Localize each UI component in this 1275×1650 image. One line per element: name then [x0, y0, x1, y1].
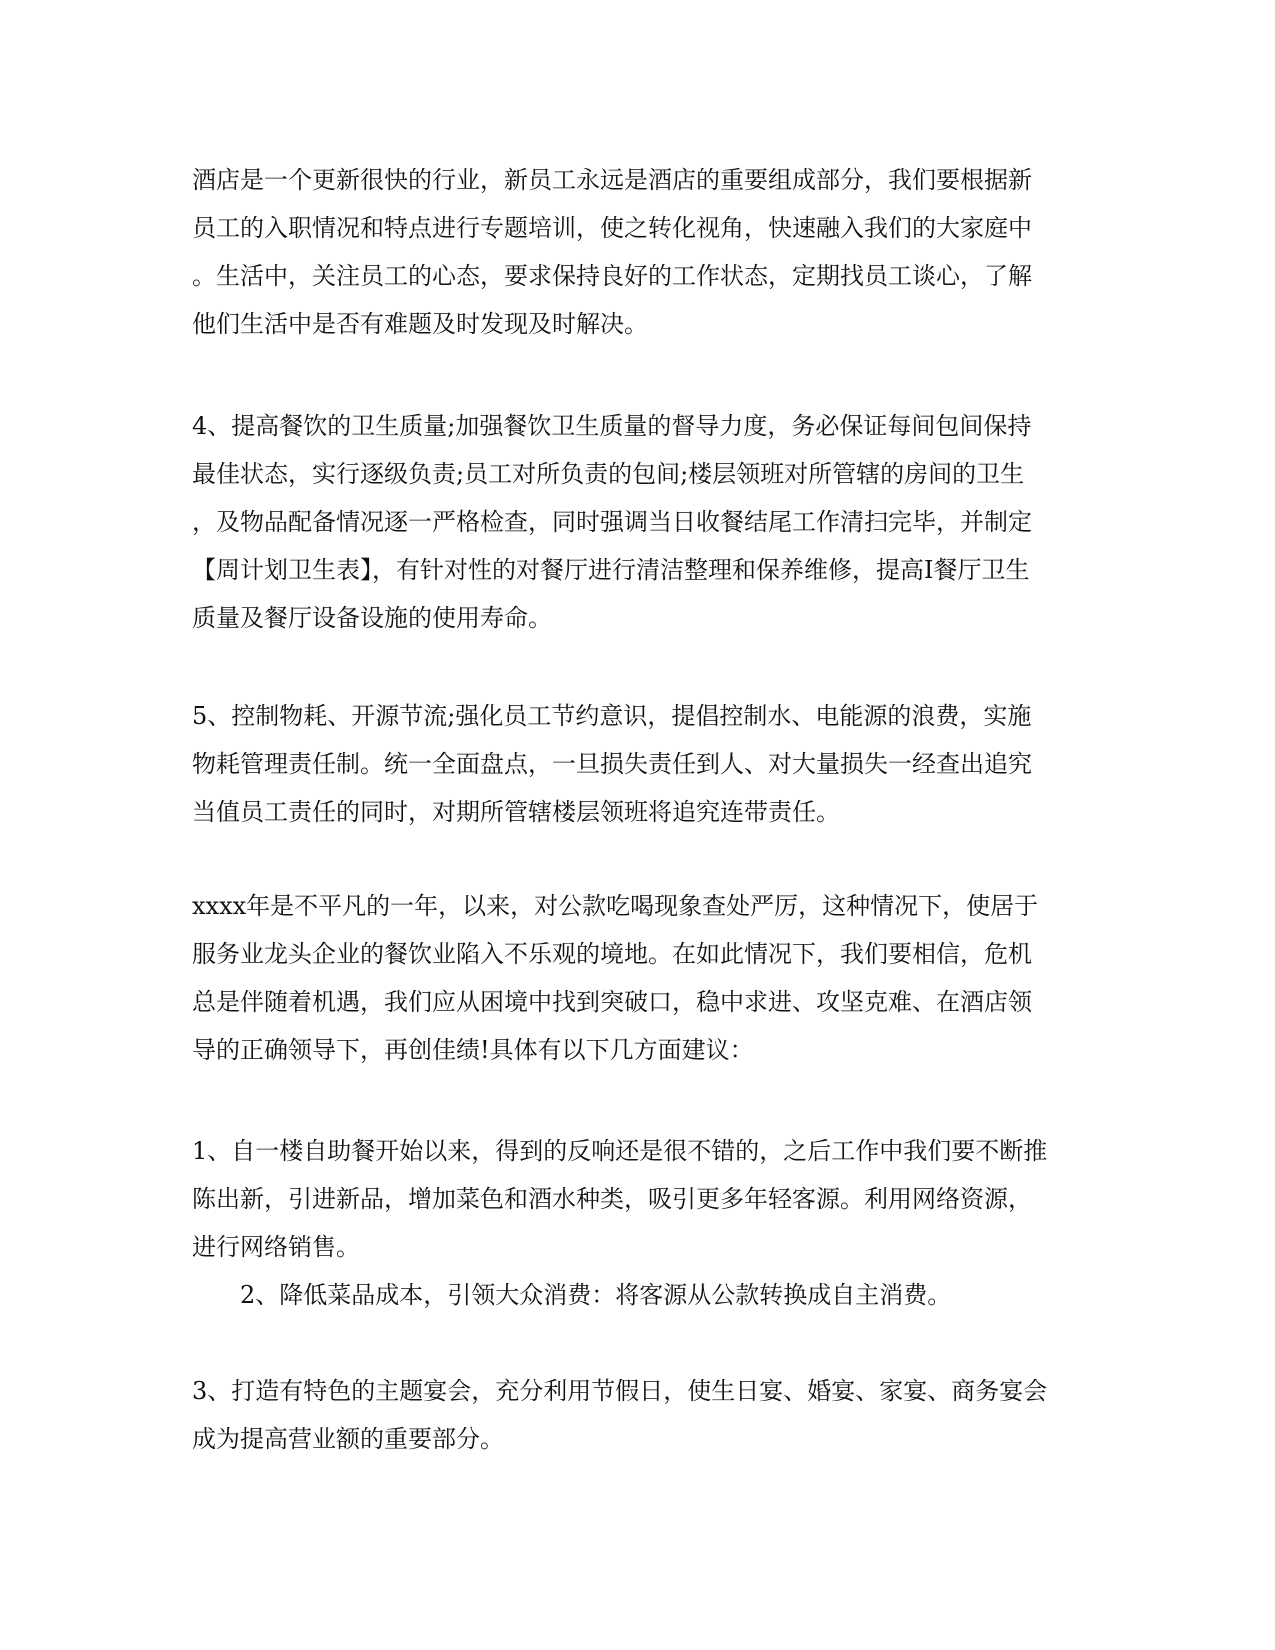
paragraph-staff-training — [192, 156, 1032, 348]
paragraph-suggestion-2 — [192, 1271, 951, 1319]
text-line: 4、提高餐饮的卫生质量;加强餐饮卫生质量的督导力度，务必保证每间包间保持 — [192, 412, 1032, 440]
paragraph-item-5-cost-control — [192, 692, 1032, 836]
paragraph-suggestion-1 — [192, 1127, 1047, 1271]
text-line: 质量及餐厅设备设施的使用寿命。 — [192, 604, 552, 632]
text-line: 物耗管理责任制。统一全面盘点，一旦损失责任到人、对大量损失一经查出追究 — [192, 750, 1032, 778]
paragraph-suggestion-3 — [192, 1367, 1047, 1463]
text-line: xxxx年是不平凡的一年，以来，对公款吃喝现象查处严厉，这种情况下，使居于 — [192, 892, 1039, 920]
text-line: 当值员工责任的同时，对期所管辖楼层领班将追究连带责任。 — [192, 798, 840, 826]
text-line: 他们生活中是否有难题及时发现及时解决。 — [192, 310, 648, 338]
text-line: 5、控制物耗、开源节流;强化员工节约意识，提倡控制水、电能源的浪费，实施 — [192, 702, 1032, 730]
text-line: 员工的入职情况和特点进行专题培训，使之转化视角，快速融入我们的大家庭中 — [192, 214, 1032, 242]
text-line: 1、自一楼自助餐开始以来，得到的反响还是很不错的，之后工作中我们要不断推 — [192, 1137, 1048, 1165]
text-line: 2、降低菜品成本，引领大众消费：将客源从公款转换成自主消费。 — [240, 1281, 952, 1309]
text-line: 最佳状态，实行逐级负责;员工对所负责的包间;楼层领班对所管辖的房间的卫生 — [192, 460, 1025, 488]
text-line: 总是伴随着机遇，我们应从困境中找到突破口，稳中求进、攻坚克难、在酒店领 — [192, 988, 1032, 1016]
text-line: 进行网络销售。 — [192, 1233, 360, 1261]
text-line: 3、打造有特色的主题宴会，充分利用节假日，使生日宴、婚宴、家宴、商务宴会 — [192, 1377, 1048, 1405]
text-line: 酒店是一个更新很快的行业，新员工永远是酒店的重要组成部分，我们要根据新 — [192, 166, 1032, 194]
paragraph-year-summary — [192, 882, 1038, 1074]
text-line: 成为提高营业额的重要部分。 — [192, 1425, 504, 1453]
text-line: 。生活中，关注员工的心态，要求保持良好的工作状态，定期找员工谈心，了解 — [192, 262, 1032, 290]
text-line: 服务业龙头企业的餐饮业陷入不乐观的境地。在如此情况下，我们要相信，危机 — [192, 940, 1032, 968]
text-line: ，及物品配备情况逐一严格检查，同时强调当日收餐结尾工作清扫完毕，并制定 — [192, 508, 1032, 536]
text-line: 陈出新，引进新品，增加菜色和酒水种类，吸引更多年轻客源。利用网络资源， — [192, 1185, 1032, 1213]
text-line: 【周计划卫生表】，有针对性的对餐厅进行清洁整理和保养维修，提高I餐厅卫生 — [192, 556, 1030, 584]
text-line: 导的正确领导下，再创佳绩!具体有以下几方面建议： — [192, 1036, 754, 1064]
paragraph-item-4-hygiene — [192, 402, 1032, 642]
